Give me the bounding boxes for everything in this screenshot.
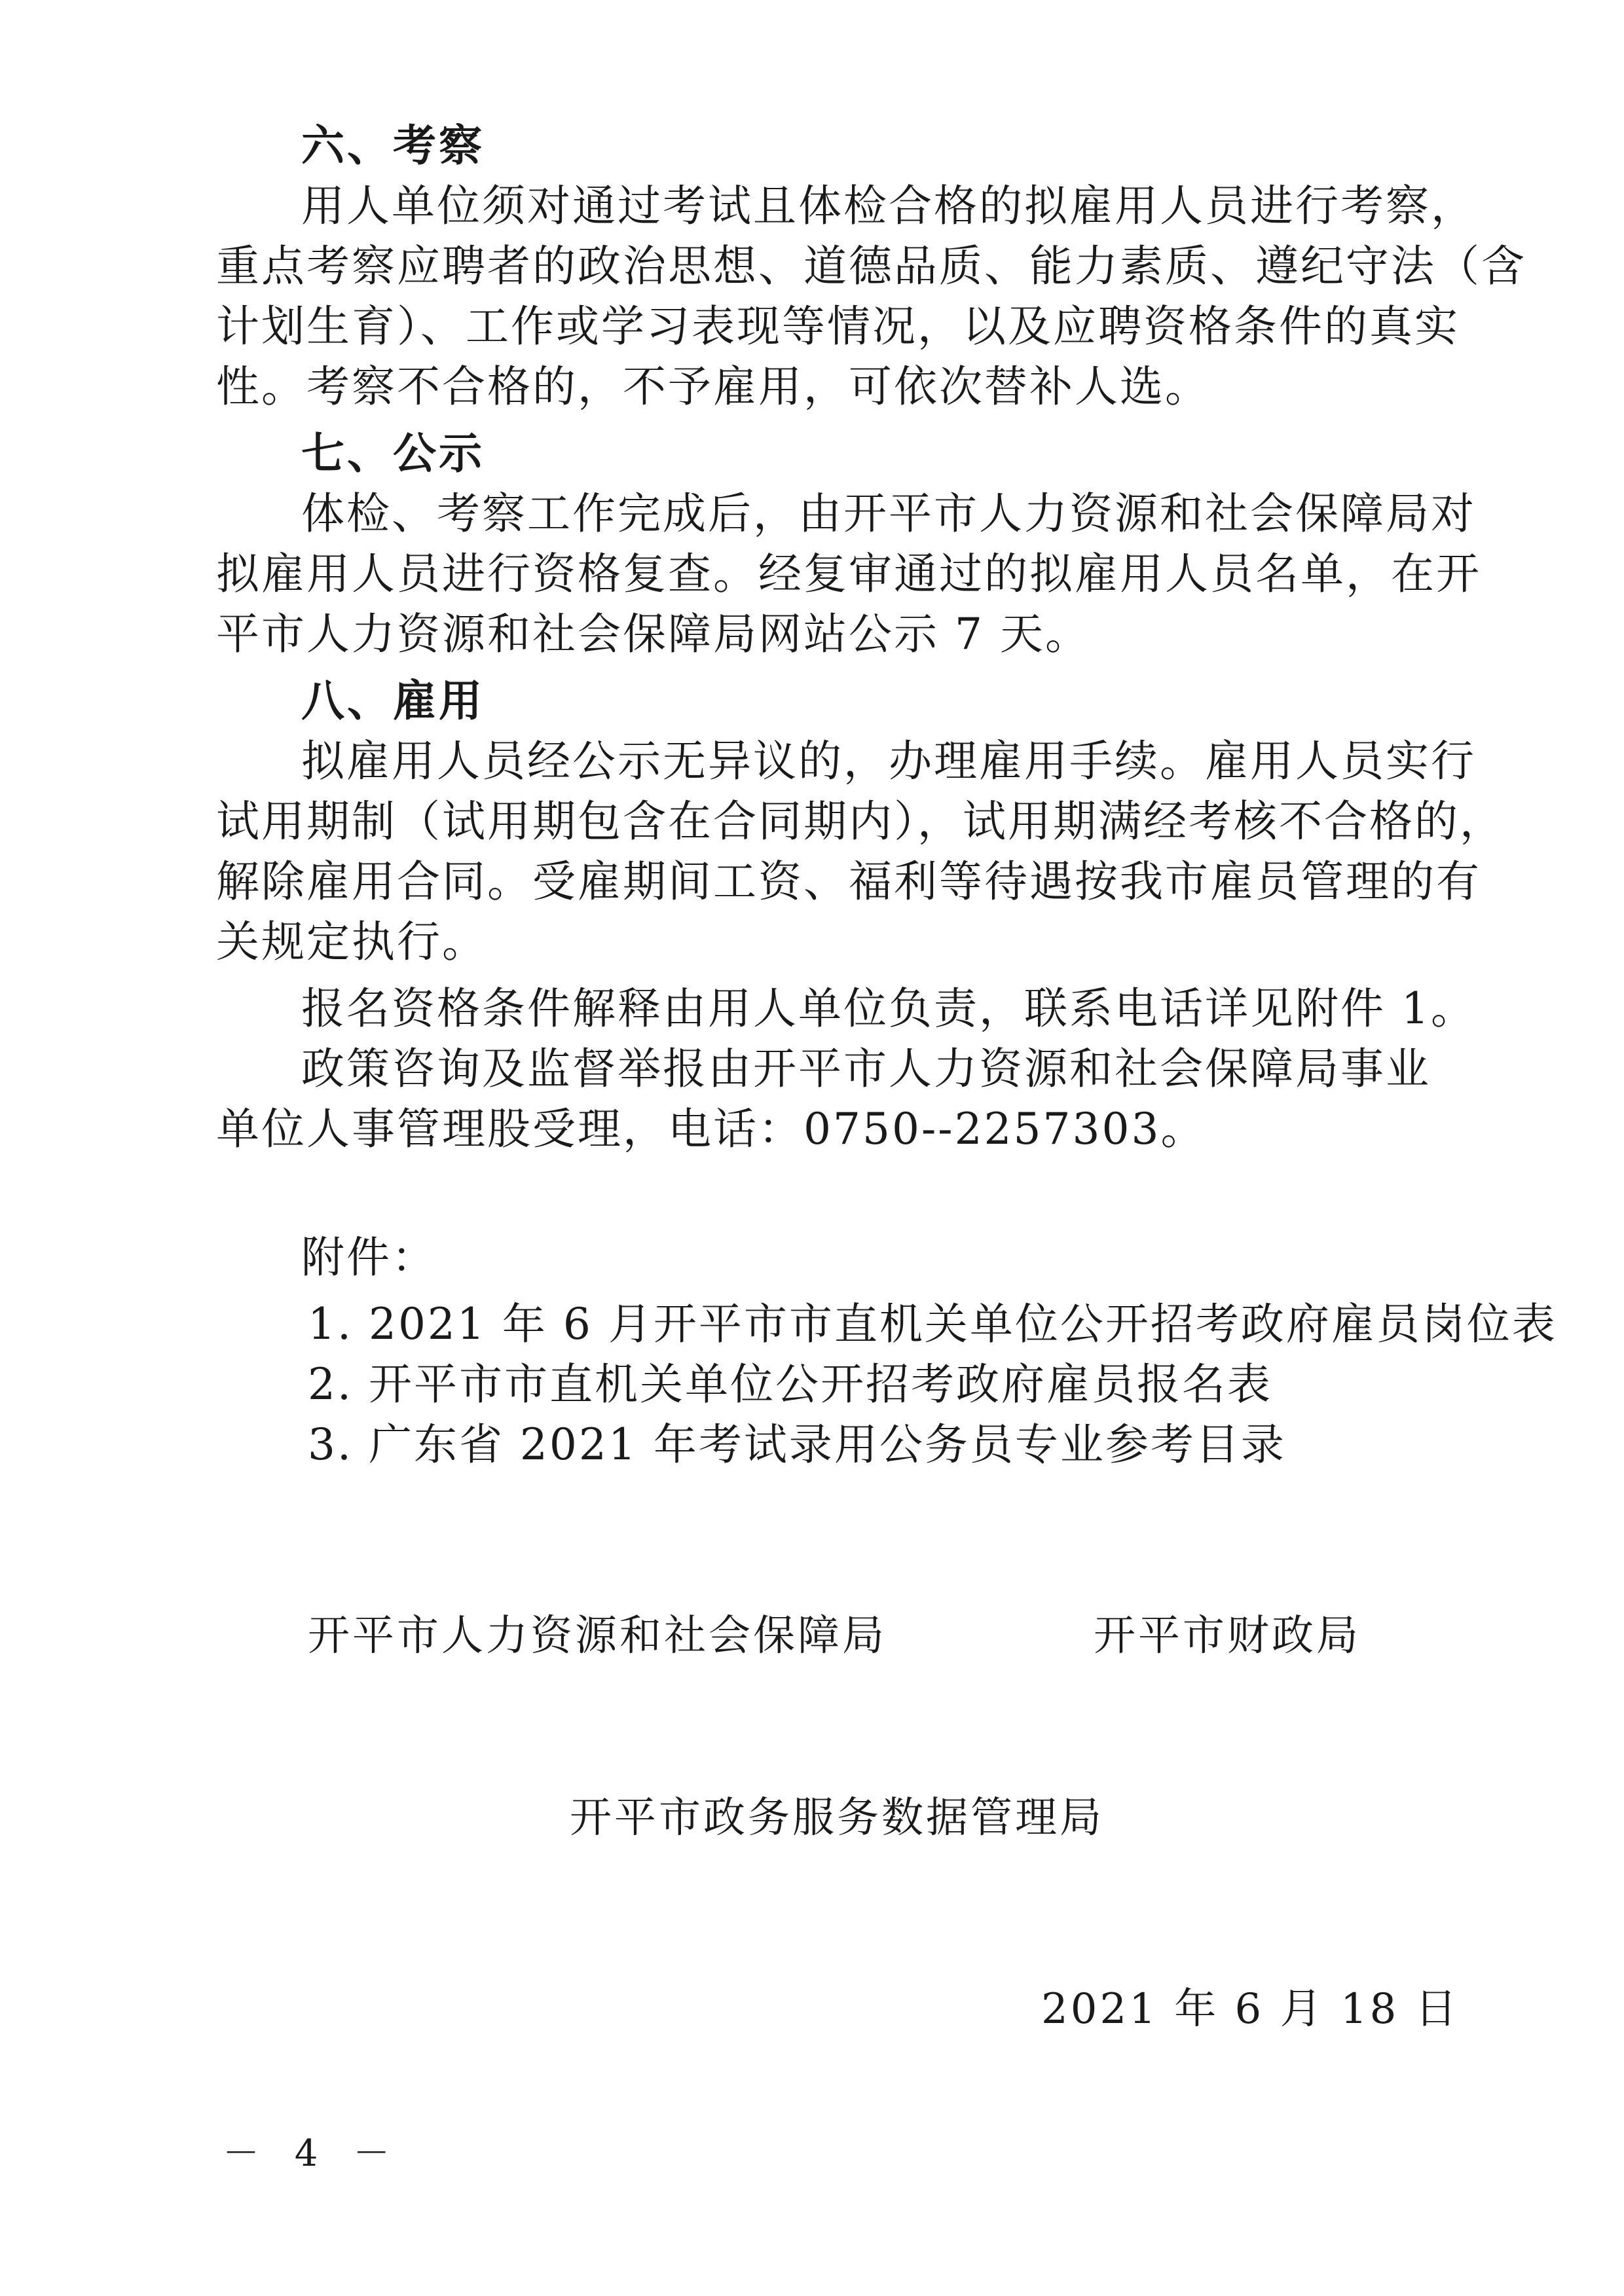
paragraph-line: 体检、考察工作完成后，由开平市人力资源和社会保障局对 [301, 488, 1476, 539]
paragraph-line: 性。考察不合格的，不予雇用，可依次替补人选。 [216, 361, 1210, 412]
paragraph-line: 计划生育）、工作或学习表现等情况，以及应聘资格条件的真实 [216, 301, 1460, 352]
paragraph-line: 拟雇用人员进行资格复查。经复审通过的拟雇用人员名单，在开 [216, 549, 1481, 599]
signature-org: 开平市人力资源和社会保障局 [308, 1612, 887, 1660]
paragraph-line: 平市人力资源和社会保障局网站公示 7 天。 [216, 609, 1090, 659]
section-heading: 八、雇用 [301, 676, 485, 726]
paragraph-line: 拟雇用人员经公示无异议的，办理雇用手续。雇用人员实行 [301, 736, 1476, 786]
paragraph-line: 用人单位须对通过考试且体检合格的拟雇用人员进行考察， [301, 181, 1476, 231]
section-heading: 六、考察 [301, 120, 485, 171]
attachment-item: 3. 广东省 2021 年考试录用公务员专业参考目录 [308, 1419, 1286, 1470]
paragraph-line: 政策咨询及监督举报由开平市人力资源和社会保障局事业 [301, 1044, 1431, 1094]
paragraph-line: 报名资格条件解释由用人单位负责，联系电话详见附件 1。 [301, 983, 1476, 1034]
paragraph-line: 重点考察应聘者的政治思想、道德品质、能力素质、遵纪守法（含 [216, 241, 1526, 291]
attachment-item: 2. 开平市市直机关单位公开招考政府雇员报名表 [308, 1359, 1272, 1410]
paragraph-line: 解除雇用合同。受雇期间工资、福利等待遇按我市雇员管理的有 [216, 856, 1481, 907]
paragraph-line: 关规定执行。 [216, 917, 487, 967]
signature-org: 开平市政务服务数据管理局 [570, 1794, 1104, 1842]
section-heading: 七、公示 [301, 428, 485, 479]
paragraph-line: 单位人事管理股受理，电话：0750--2257303。 [216, 1104, 1206, 1154]
document-date: 2021 年 6 月 18 日 [1041, 1985, 1460, 2033]
attachments-label: 附件： [301, 1232, 437, 1283]
page-number: － 4 － [223, 2132, 402, 2175]
paragraph-line: 试用期制（试用期包含在合同期内），试用期满经考核不合格的， [216, 796, 1505, 847]
attachment-item: 1. 2021 年 6 月开平市市直机关单位公开招考政府雇员岗位表 [308, 1299, 1557, 1349]
signature-org: 开平市财政局 [1094, 1612, 1361, 1660]
